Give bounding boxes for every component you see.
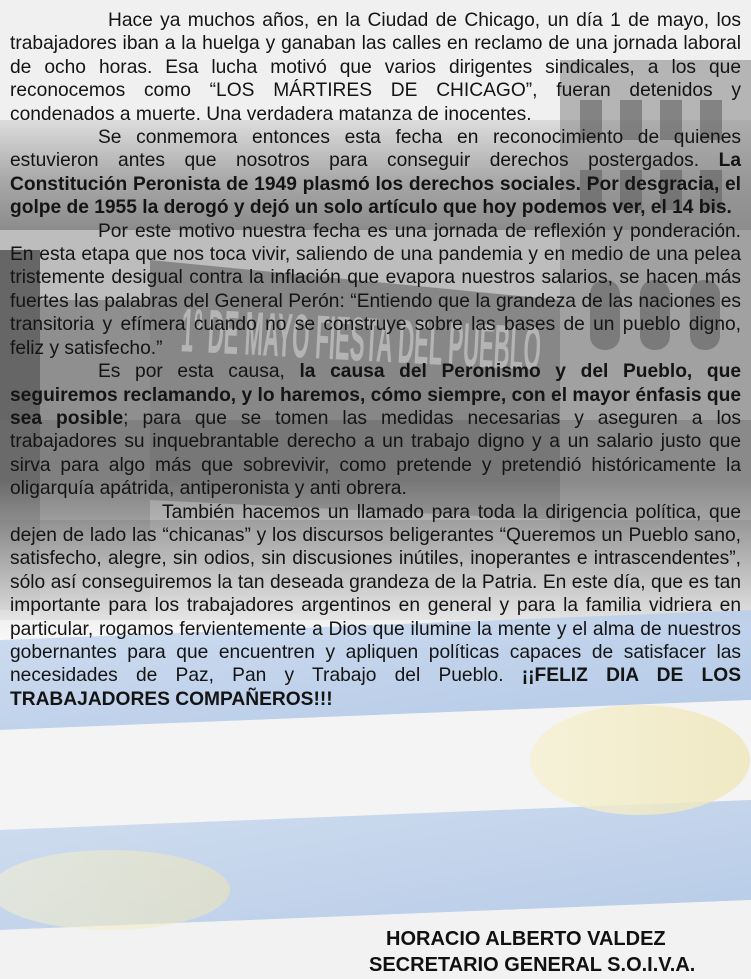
paragraph-4-text-a: Es por esta causa,	[98, 361, 300, 383]
paragraph-5-bold: ¡¡FELIZ DIA DE LOS TRABAJADORES COMPAÑEROS!!!	[10, 665, 741, 710]
paragraph-4-bold: la causa del Peronismo y del Pueblo, que seguiremos reclamando, y lo haremos, cómo siempre, con el mayor énfasis que sea posible	[10, 361, 742, 429]
paragraph-2-text: Se conmemora entonces esta fecha en reconocimiento de quienes estuvieron antes que nosotros para conseguir derechos postergados.	[10, 127, 741, 172]
paragraph-1-text: Hace ya muchos años, en la Ciudad de Chicago, un día 1 de mayo, los trabajadores iban a la huelga y ganaban las calles en reclamo de una jornada laboral de ocho horas. Esa lucha motivó que varios dirigentes sindicales, a los que reconocemos como “LOS MÁRTIRES DE CHICAGO”, fueran detenidos y condenados a muerte. Una verdadera matanza de inocentes.	[10, 10, 741, 125]
paragraph-2	[10, 126, 741, 220]
paragraph-5	[10, 501, 741, 712]
letter-body	[10, 9, 741, 711]
paragraph-3	[10, 220, 741, 360]
paragraph-4-text-b: ; para que se tomen las medidas necesarias y aseguren a los trabajadores su inquebrantable derecho a un trabajo digno y a un salario justo que sirva para algo más que sobrevivir, como pretende y pretendió históricamente la oligarquía apátrida, antiperonista y anti obrera.	[10, 407, 741, 500]
paragraph-3-text: Por este motivo nuestra fecha es una jornada de reflexión y ponderación. En esta etapa que nos toca vivir, saliendo de una pandemia y en medio de una pelea tristemente desigual contra la inflación que evapora nuestros salarios, se hacen más fuertes las palabras del General Perón: “Entiendo que la grandeza de las naciones es transitoria y efímera cuando no se construye sobre las bases de un pueblo digno, feliz y satisfecho.”	[10, 220, 741, 359]
signature-title: SECRETARIO GENERAL S.O.I.V.A.	[369, 954, 696, 976]
paragraph-2-bold: La Constitución Peronista de 1949 plasmó los derechos sociales. Por desgracia, el golpe de 1955 la derogó y dejó un solo artículo que hoy podemos ver, el 14 bis.	[10, 150, 741, 219]
paragraph-5-text: También hacemos un llamado para toda la dirigencia política, que dejen de lado las “chicanas” y los discursos beligerantes “Queremos un Pueblo sano, satisfecho, alegre, sin odios, sin discusiones inútiles, inoperantes e intrascendentes”, sólo así conseguiremos la tan deseada grandeza de la Patria. En este día, que es tan importante para los trabajadores argentinos en general y para la familia vidriera en particular, rogamos fervientemente a Dios que ilumine la mente y el alma de nuestros gobernantes para que encuentren y apliquen políticas capaces de satisfacer las necesidades de Paz, Pan y Trabajo del Pueblo.	[10, 501, 741, 687]
paragraph-4	[10, 360, 741, 500]
signature-name: HORACIO ALBERTO VALDEZ	[386, 928, 666, 950]
paragraph-1	[10, 9, 741, 126]
